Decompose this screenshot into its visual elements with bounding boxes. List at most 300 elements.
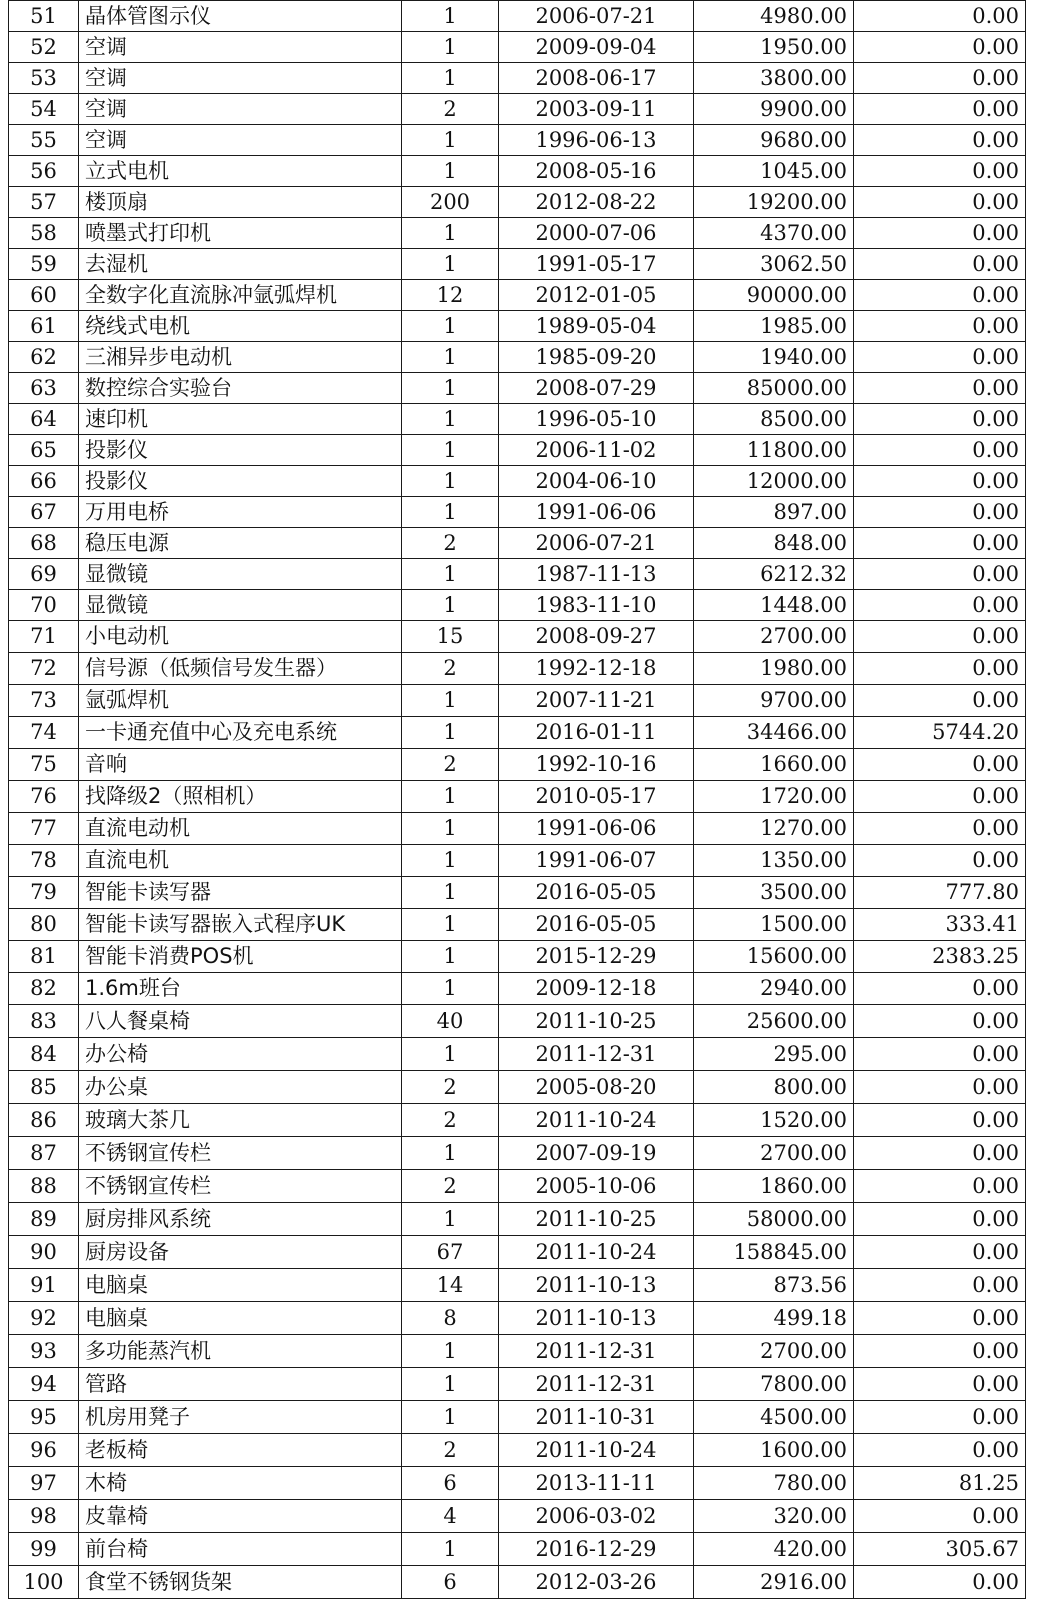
asset-name-cell[interactable]: 氩弧焊机 (79, 685, 402, 717)
net-value-cell[interactable]: 0.00 (854, 187, 1026, 218)
asset-name-cell[interactable]: 空调 (79, 125, 402, 156)
net-value-cell[interactable]: 0.00 (854, 1434, 1026, 1467)
quantity-cell[interactable]: 1 (402, 717, 499, 749)
asset-name-cell[interactable]: 空调 (79, 63, 402, 94)
original-value-cell[interactable]: 11800.00 (694, 435, 854, 466)
asset-name-cell[interactable]: 老板椅 (79, 1434, 402, 1467)
acquisition-date-cell[interactable]: 2011-12-31 (499, 1038, 694, 1071)
original-value-cell[interactable]: 420.00 (694, 1533, 854, 1566)
quantity-cell[interactable]: 1 (402, 1533, 499, 1566)
net-value-cell[interactable]: 5744.20 (854, 717, 1026, 749)
acquisition-date-cell[interactable]: 2008-06-17 (499, 63, 694, 94)
original-value-cell[interactable]: 2940.00 (694, 973, 854, 1005)
original-value-cell[interactable]: 12000.00 (694, 466, 854, 497)
original-value-cell[interactable]: 1950.00 (694, 32, 854, 63)
asset-name-cell[interactable]: 一卡通充值中心及充电系统 (79, 717, 402, 749)
quantity-cell[interactable]: 1 (402, 497, 499, 528)
net-value-cell[interactable]: 0.00 (854, 156, 1026, 187)
row-number-cell[interactable]: 66 (9, 466, 79, 497)
asset-name-cell[interactable]: 食堂不锈钢货架 (79, 1566, 402, 1599)
original-value-cell[interactable]: 780.00 (694, 1467, 854, 1500)
net-value-cell[interactable]: 0.00 (854, 1236, 1026, 1269)
acquisition-date-cell[interactable]: 2011-10-31 (499, 1401, 694, 1434)
asset-name-cell[interactable]: 万用电桥 (79, 497, 402, 528)
row-number-cell[interactable]: 81 (9, 941, 79, 973)
net-value-cell[interactable]: 81.25 (854, 1467, 1026, 1500)
row-number-cell[interactable]: 100 (9, 1566, 79, 1599)
row-number-cell[interactable]: 72 (9, 653, 79, 685)
acquisition-date-cell[interactable]: 2011-10-25 (499, 1203, 694, 1236)
acquisition-date-cell[interactable]: 2016-05-05 (499, 877, 694, 909)
original-value-cell[interactable]: 25600.00 (694, 1005, 854, 1038)
asset-name-cell[interactable]: 投影仪 (79, 435, 402, 466)
acquisition-date-cell[interactable]: 1989-05-04 (499, 311, 694, 342)
acquisition-date-cell[interactable]: 1991-06-06 (499, 813, 694, 845)
net-value-cell[interactable]: 2383.25 (854, 941, 1026, 973)
row-number-cell[interactable]: 82 (9, 973, 79, 1005)
row-number-cell[interactable]: 99 (9, 1533, 79, 1566)
quantity-cell[interactable]: 2 (402, 653, 499, 685)
asset-name-cell[interactable]: 空调 (79, 32, 402, 63)
row-number-cell[interactable]: 58 (9, 218, 79, 249)
row-number-cell[interactable]: 80 (9, 909, 79, 941)
net-value-cell[interactable]: 0.00 (854, 1500, 1026, 1533)
asset-name-cell[interactable]: 找降级2（照相机） (79, 781, 402, 813)
original-value-cell[interactable]: 85000.00 (694, 373, 854, 404)
row-number-cell[interactable]: 63 (9, 373, 79, 404)
original-value-cell[interactable]: 320.00 (694, 1500, 854, 1533)
original-value-cell[interactable]: 1350.00 (694, 845, 854, 877)
row-number-cell[interactable]: 51 (9, 1, 79, 32)
quantity-cell[interactable]: 1 (402, 373, 499, 404)
net-value-cell[interactable]: 0.00 (854, 1005, 1026, 1038)
quantity-cell[interactable]: 1 (402, 941, 499, 973)
quantity-cell[interactable]: 1 (402, 781, 499, 813)
quantity-cell[interactable]: 1 (402, 1401, 499, 1434)
asset-name-cell[interactable]: 数控综合实验台 (79, 373, 402, 404)
quantity-cell[interactable]: 1 (402, 1, 499, 32)
original-value-cell[interactable]: 6212.32 (694, 559, 854, 590)
quantity-cell[interactable]: 4 (402, 1500, 499, 1533)
quantity-cell[interactable]: 1 (402, 63, 499, 94)
net-value-cell[interactable]: 0.00 (854, 1, 1026, 32)
acquisition-date-cell[interactable]: 2009-12-18 (499, 973, 694, 1005)
quantity-cell[interactable]: 67 (402, 1236, 499, 1269)
quantity-cell[interactable]: 1 (402, 32, 499, 63)
acquisition-date-cell[interactable]: 2006-11-02 (499, 435, 694, 466)
row-number-cell[interactable]: 61 (9, 311, 79, 342)
acquisition-date-cell[interactable]: 1987-11-13 (499, 559, 694, 590)
original-value-cell[interactable]: 58000.00 (694, 1203, 854, 1236)
acquisition-date-cell[interactable]: 2008-09-27 (499, 621, 694, 653)
original-value-cell[interactable]: 499.18 (694, 1302, 854, 1335)
row-number-cell[interactable]: 92 (9, 1302, 79, 1335)
row-number-cell[interactable]: 75 (9, 749, 79, 781)
quantity-cell[interactable]: 12 (402, 280, 499, 311)
acquisition-date-cell[interactable]: 2008-07-29 (499, 373, 694, 404)
net-value-cell[interactable]: 0.00 (854, 218, 1026, 249)
original-value-cell[interactable]: 158845.00 (694, 1236, 854, 1269)
quantity-cell[interactable]: 2 (402, 1071, 499, 1104)
row-number-cell[interactable]: 89 (9, 1203, 79, 1236)
quantity-cell[interactable]: 1 (402, 156, 499, 187)
quantity-cell[interactable]: 1 (402, 909, 499, 941)
acquisition-date-cell[interactable]: 2011-12-31 (499, 1335, 694, 1368)
asset-name-cell[interactable]: 显微镜 (79, 590, 402, 621)
acquisition-date-cell[interactable]: 2011-12-31 (499, 1368, 694, 1401)
asset-name-cell[interactable]: 不锈钢宣传栏 (79, 1137, 402, 1170)
quantity-cell[interactable]: 1 (402, 435, 499, 466)
row-number-cell[interactable]: 98 (9, 1500, 79, 1533)
acquisition-date-cell[interactable]: 1991-06-07 (499, 845, 694, 877)
asset-name-cell[interactable]: 多功能蒸汽机 (79, 1335, 402, 1368)
original-value-cell[interactable]: 2916.00 (694, 1566, 854, 1599)
row-number-cell[interactable]: 52 (9, 32, 79, 63)
row-number-cell[interactable]: 62 (9, 342, 79, 373)
original-value-cell[interactable]: 2700.00 (694, 1137, 854, 1170)
quantity-cell[interactable]: 1 (402, 342, 499, 373)
asset-name-cell[interactable]: 厨房排风系统 (79, 1203, 402, 1236)
asset-name-cell[interactable]: 信号源（低频信号发生器） (79, 653, 402, 685)
acquisition-date-cell[interactable]: 2016-05-05 (499, 909, 694, 941)
original-value-cell[interactable]: 90000.00 (694, 280, 854, 311)
quantity-cell[interactable]: 1 (402, 973, 499, 1005)
row-number-cell[interactable]: 69 (9, 559, 79, 590)
original-value-cell[interactable]: 4370.00 (694, 218, 854, 249)
original-value-cell[interactable]: 1270.00 (694, 813, 854, 845)
acquisition-date-cell[interactable]: 2005-10-06 (499, 1170, 694, 1203)
net-value-cell[interactable]: 0.00 (854, 497, 1026, 528)
asset-name-cell[interactable]: 电脑桌 (79, 1302, 402, 1335)
net-value-cell[interactable]: 0.00 (854, 845, 1026, 877)
acquisition-date-cell[interactable]: 2016-01-11 (499, 717, 694, 749)
acquisition-date-cell[interactable]: 2006-07-21 (499, 528, 694, 559)
quantity-cell[interactable]: 1 (402, 125, 499, 156)
asset-name-cell[interactable]: 木椅 (79, 1467, 402, 1500)
row-number-cell[interactable]: 85 (9, 1071, 79, 1104)
original-value-cell[interactable]: 4500.00 (694, 1401, 854, 1434)
net-value-cell[interactable]: 0.00 (854, 973, 1026, 1005)
net-value-cell[interactable]: 0.00 (854, 590, 1026, 621)
quantity-cell[interactable]: 1 (402, 466, 499, 497)
row-number-cell[interactable]: 60 (9, 280, 79, 311)
net-value-cell[interactable]: 0.00 (854, 781, 1026, 813)
acquisition-date-cell[interactable]: 2007-09-19 (499, 1137, 694, 1170)
net-value-cell[interactable]: 777.80 (854, 877, 1026, 909)
asset-name-cell[interactable]: 管路 (79, 1368, 402, 1401)
asset-name-cell[interactable]: 三湘异步电动机 (79, 342, 402, 373)
row-number-cell[interactable]: 74 (9, 717, 79, 749)
quantity-cell[interactable]: 2 (402, 94, 499, 125)
asset-name-cell[interactable]: 小电动机 (79, 621, 402, 653)
acquisition-date-cell[interactable]: 1983-11-10 (499, 590, 694, 621)
original-value-cell[interactable]: 2700.00 (694, 621, 854, 653)
net-value-cell[interactable]: 0.00 (854, 1170, 1026, 1203)
net-value-cell[interactable]: 0.00 (854, 1203, 1026, 1236)
row-number-cell[interactable]: 53 (9, 63, 79, 94)
acquisition-date-cell[interactable]: 1985-09-20 (499, 342, 694, 373)
acquisition-date-cell[interactable]: 2008-05-16 (499, 156, 694, 187)
net-value-cell[interactable]: 0.00 (854, 1269, 1026, 1302)
acquisition-date-cell[interactable]: 1996-06-13 (499, 125, 694, 156)
original-value-cell[interactable]: 7800.00 (694, 1368, 854, 1401)
acquisition-date-cell[interactable]: 1992-12-18 (499, 653, 694, 685)
row-number-cell[interactable]: 67 (9, 497, 79, 528)
original-value-cell[interactable]: 1860.00 (694, 1170, 854, 1203)
quantity-cell[interactable]: 1 (402, 590, 499, 621)
asset-name-cell[interactable]: 1.6m班台 (79, 973, 402, 1005)
acquisition-date-cell[interactable]: 1992-10-16 (499, 749, 694, 781)
acquisition-date-cell[interactable]: 2011-10-13 (499, 1269, 694, 1302)
acquisition-date-cell[interactable]: 2011-10-24 (499, 1236, 694, 1269)
asset-name-cell[interactable]: 办公椅 (79, 1038, 402, 1071)
asset-name-cell[interactable]: 办公桌 (79, 1071, 402, 1104)
net-value-cell[interactable]: 0.00 (854, 685, 1026, 717)
original-value-cell[interactable]: 848.00 (694, 528, 854, 559)
net-value-cell[interactable]: 0.00 (854, 1104, 1026, 1137)
row-number-cell[interactable]: 71 (9, 621, 79, 653)
original-value-cell[interactable]: 2700.00 (694, 1335, 854, 1368)
acquisition-date-cell[interactable]: 2004-06-10 (499, 466, 694, 497)
original-value-cell[interactable]: 4980.00 (694, 1, 854, 32)
acquisition-date-cell[interactable]: 2005-08-20 (499, 1071, 694, 1104)
asset-name-cell[interactable]: 楼顶扇 (79, 187, 402, 218)
original-value-cell[interactable]: 1720.00 (694, 781, 854, 813)
original-value-cell[interactable]: 1500.00 (694, 909, 854, 941)
row-number-cell[interactable]: 59 (9, 249, 79, 280)
row-number-cell[interactable]: 97 (9, 1467, 79, 1500)
asset-name-cell[interactable]: 前台椅 (79, 1533, 402, 1566)
net-value-cell[interactable]: 0.00 (854, 1137, 1026, 1170)
quantity-cell[interactable]: 2 (402, 1434, 499, 1467)
row-number-cell[interactable]: 84 (9, 1038, 79, 1071)
row-number-cell[interactable]: 86 (9, 1104, 79, 1137)
original-value-cell[interactable]: 1940.00 (694, 342, 854, 373)
quantity-cell[interactable]: 40 (402, 1005, 499, 1038)
original-value-cell[interactable]: 800.00 (694, 1071, 854, 1104)
net-value-cell[interactable]: 0.00 (854, 63, 1026, 94)
original-value-cell[interactable]: 15600.00 (694, 941, 854, 973)
acquisition-date-cell[interactable]: 2000-07-06 (499, 218, 694, 249)
quantity-cell[interactable]: 1 (402, 877, 499, 909)
net-value-cell[interactable]: 0.00 (854, 749, 1026, 781)
asset-name-cell[interactable]: 直流电机 (79, 845, 402, 877)
row-number-cell[interactable]: 78 (9, 845, 79, 877)
asset-name-cell[interactable]: 不锈钢宣传栏 (79, 1170, 402, 1203)
acquisition-date-cell[interactable]: 2006-07-21 (499, 1, 694, 32)
quantity-cell[interactable]: 6 (402, 1566, 499, 1599)
original-value-cell[interactable]: 3062.50 (694, 249, 854, 280)
row-number-cell[interactable]: 90 (9, 1236, 79, 1269)
original-value-cell[interactable]: 1520.00 (694, 1104, 854, 1137)
acquisition-date-cell[interactable]: 1996-05-10 (499, 404, 694, 435)
row-number-cell[interactable]: 55 (9, 125, 79, 156)
original-value-cell[interactable]: 3800.00 (694, 63, 854, 94)
asset-name-cell[interactable]: 立式电机 (79, 156, 402, 187)
net-value-cell[interactable]: 0.00 (854, 1071, 1026, 1104)
quantity-cell[interactable]: 200 (402, 187, 499, 218)
quantity-cell[interactable]: 8 (402, 1302, 499, 1335)
row-number-cell[interactable]: 57 (9, 187, 79, 218)
acquisition-date-cell[interactable]: 2013-11-11 (499, 1467, 694, 1500)
row-number-cell[interactable]: 56 (9, 156, 79, 187)
net-value-cell[interactable]: 0.00 (854, 435, 1026, 466)
net-value-cell[interactable]: 0.00 (854, 528, 1026, 559)
asset-name-cell[interactable]: 投影仪 (79, 466, 402, 497)
quantity-cell[interactable]: 1 (402, 845, 499, 877)
row-number-cell[interactable]: 87 (9, 1137, 79, 1170)
quantity-cell[interactable]: 1 (402, 249, 499, 280)
row-number-cell[interactable]: 64 (9, 404, 79, 435)
acquisition-date-cell[interactable]: 2011-10-25 (499, 1005, 694, 1038)
original-value-cell[interactable]: 897.00 (694, 497, 854, 528)
original-value-cell[interactable]: 1045.00 (694, 156, 854, 187)
asset-name-cell[interactable]: 稳压电源 (79, 528, 402, 559)
asset-name-cell[interactable]: 玻璃大茶几 (79, 1104, 402, 1137)
quantity-cell[interactable]: 2 (402, 1104, 499, 1137)
acquisition-date-cell[interactable]: 2012-03-26 (499, 1566, 694, 1599)
row-number-cell[interactable]: 54 (9, 94, 79, 125)
quantity-cell[interactable]: 1 (402, 559, 499, 590)
acquisition-date-cell[interactable]: 1991-06-06 (499, 497, 694, 528)
net-value-cell[interactable]: 0.00 (854, 94, 1026, 125)
acquisition-date-cell[interactable]: 2015-12-29 (499, 941, 694, 973)
original-value-cell[interactable]: 9700.00 (694, 685, 854, 717)
asset-name-cell[interactable]: 晶体管图示仪 (79, 1, 402, 32)
quantity-cell[interactable]: 1 (402, 1038, 499, 1071)
quantity-cell[interactable]: 1 (402, 1137, 499, 1170)
quantity-cell[interactable]: 1 (402, 1335, 499, 1368)
net-value-cell[interactable]: 305.67 (854, 1533, 1026, 1566)
quantity-cell[interactable]: 1 (402, 1203, 499, 1236)
asset-name-cell[interactable]: 绕线式电机 (79, 311, 402, 342)
net-value-cell[interactable]: 0.00 (854, 249, 1026, 280)
original-value-cell[interactable]: 1600.00 (694, 1434, 854, 1467)
quantity-cell[interactable]: 2 (402, 749, 499, 781)
net-value-cell[interactable]: 0.00 (854, 1368, 1026, 1401)
net-value-cell[interactable]: 0.00 (854, 404, 1026, 435)
asset-name-cell[interactable]: 电脑桌 (79, 1269, 402, 1302)
net-value-cell[interactable]: 0.00 (854, 342, 1026, 373)
row-number-cell[interactable]: 83 (9, 1005, 79, 1038)
net-value-cell[interactable]: 0.00 (854, 1335, 1026, 1368)
acquisition-date-cell[interactable]: 2010-05-17 (499, 781, 694, 813)
asset-name-cell[interactable]: 显微镜 (79, 559, 402, 590)
original-value-cell[interactable]: 873.56 (694, 1269, 854, 1302)
asset-name-cell[interactable]: 皮靠椅 (79, 1500, 402, 1533)
row-number-cell[interactable]: 95 (9, 1401, 79, 1434)
acquisition-date-cell[interactable]: 2016-12-29 (499, 1533, 694, 1566)
quantity-cell[interactable]: 1 (402, 311, 499, 342)
asset-name-cell[interactable]: 机房用凳子 (79, 1401, 402, 1434)
asset-name-cell[interactable]: 喷墨式打印机 (79, 218, 402, 249)
row-number-cell[interactable]: 96 (9, 1434, 79, 1467)
row-number-cell[interactable]: 77 (9, 813, 79, 845)
net-value-cell[interactable]: 0.00 (854, 1401, 1026, 1434)
original-value-cell[interactable]: 9900.00 (694, 94, 854, 125)
original-value-cell[interactable]: 3500.00 (694, 877, 854, 909)
quantity-cell[interactable]: 1 (402, 1368, 499, 1401)
row-number-cell[interactable]: 65 (9, 435, 79, 466)
asset-name-cell[interactable]: 厨房设备 (79, 1236, 402, 1269)
asset-name-cell[interactable]: 八人餐桌椅 (79, 1005, 402, 1038)
row-number-cell[interactable]: 93 (9, 1335, 79, 1368)
net-value-cell[interactable]: 0.00 (854, 813, 1026, 845)
net-value-cell[interactable]: 333.41 (854, 909, 1026, 941)
acquisition-date-cell[interactable]: 2003-09-11 (499, 94, 694, 125)
row-number-cell[interactable]: 73 (9, 685, 79, 717)
net-value-cell[interactable]: 0.00 (854, 1566, 1026, 1599)
asset-name-cell[interactable]: 速印机 (79, 404, 402, 435)
asset-name-cell[interactable]: 去湿机 (79, 249, 402, 280)
original-value-cell[interactable]: 1660.00 (694, 749, 854, 781)
quantity-cell[interactable]: 6 (402, 1467, 499, 1500)
net-value-cell[interactable]: 0.00 (854, 373, 1026, 404)
row-number-cell[interactable]: 88 (9, 1170, 79, 1203)
original-value-cell[interactable]: 295.00 (694, 1038, 854, 1071)
asset-name-cell[interactable]: 智能卡读写器嵌入式程序UK (79, 909, 402, 941)
quantity-cell[interactable]: 1 (402, 685, 499, 717)
net-value-cell[interactable]: 0.00 (854, 466, 1026, 497)
row-number-cell[interactable]: 79 (9, 877, 79, 909)
quantity-cell[interactable]: 1 (402, 404, 499, 435)
net-value-cell[interactable]: 0.00 (854, 653, 1026, 685)
net-value-cell[interactable]: 0.00 (854, 311, 1026, 342)
asset-name-cell[interactable]: 音响 (79, 749, 402, 781)
original-value-cell[interactable]: 9680.00 (694, 125, 854, 156)
acquisition-date-cell[interactable]: 2012-08-22 (499, 187, 694, 218)
original-value-cell[interactable]: 34466.00 (694, 717, 854, 749)
row-number-cell[interactable]: 70 (9, 590, 79, 621)
quantity-cell[interactable]: 15 (402, 621, 499, 653)
net-value-cell[interactable]: 0.00 (854, 1038, 1026, 1071)
original-value-cell[interactable]: 1980.00 (694, 653, 854, 685)
net-value-cell[interactable]: 0.00 (854, 559, 1026, 590)
net-value-cell[interactable]: 0.00 (854, 280, 1026, 311)
net-value-cell[interactable]: 0.00 (854, 621, 1026, 653)
quantity-cell[interactable]: 1 (402, 813, 499, 845)
acquisition-date-cell[interactable]: 2006-03-02 (499, 1500, 694, 1533)
row-number-cell[interactable]: 91 (9, 1269, 79, 1302)
quantity-cell[interactable]: 14 (402, 1269, 499, 1302)
asset-name-cell[interactable]: 智能卡读写器 (79, 877, 402, 909)
asset-name-cell[interactable]: 空调 (79, 94, 402, 125)
original-value-cell[interactable]: 19200.00 (694, 187, 854, 218)
asset-name-cell[interactable]: 直流电动机 (79, 813, 402, 845)
net-value-cell[interactable]: 0.00 (854, 1302, 1026, 1335)
asset-name-cell[interactable]: 全数字化直流脉冲氩弧焊机 (79, 280, 402, 311)
acquisition-date-cell[interactable]: 2011-10-24 (499, 1434, 694, 1467)
net-value-cell[interactable]: 0.00 (854, 125, 1026, 156)
acquisition-date-cell[interactable]: 1991-05-17 (499, 249, 694, 280)
original-value-cell[interactable]: 1448.00 (694, 590, 854, 621)
original-value-cell[interactable]: 1985.00 (694, 311, 854, 342)
quantity-cell[interactable]: 2 (402, 528, 499, 559)
acquisition-date-cell[interactable]: 2011-10-13 (499, 1302, 694, 1335)
acquisition-date-cell[interactable]: 2007-11-21 (499, 685, 694, 717)
acquisition-date-cell[interactable]: 2011-10-24 (499, 1104, 694, 1137)
acquisition-date-cell[interactable]: 2009-09-04 (499, 32, 694, 63)
asset-name-cell[interactable]: 智能卡消费POS机 (79, 941, 402, 973)
net-value-cell[interactable]: 0.00 (854, 32, 1026, 63)
quantity-cell[interactable]: 2 (402, 1170, 499, 1203)
row-number-cell[interactable]: 68 (9, 528, 79, 559)
quantity-cell[interactable]: 1 (402, 218, 499, 249)
acquisition-date-cell[interactable]: 2012-01-05 (499, 280, 694, 311)
row-number-cell[interactable]: 94 (9, 1368, 79, 1401)
original-value-cell[interactable]: 8500.00 (694, 404, 854, 435)
row-number-cell[interactable]: 76 (9, 781, 79, 813)
